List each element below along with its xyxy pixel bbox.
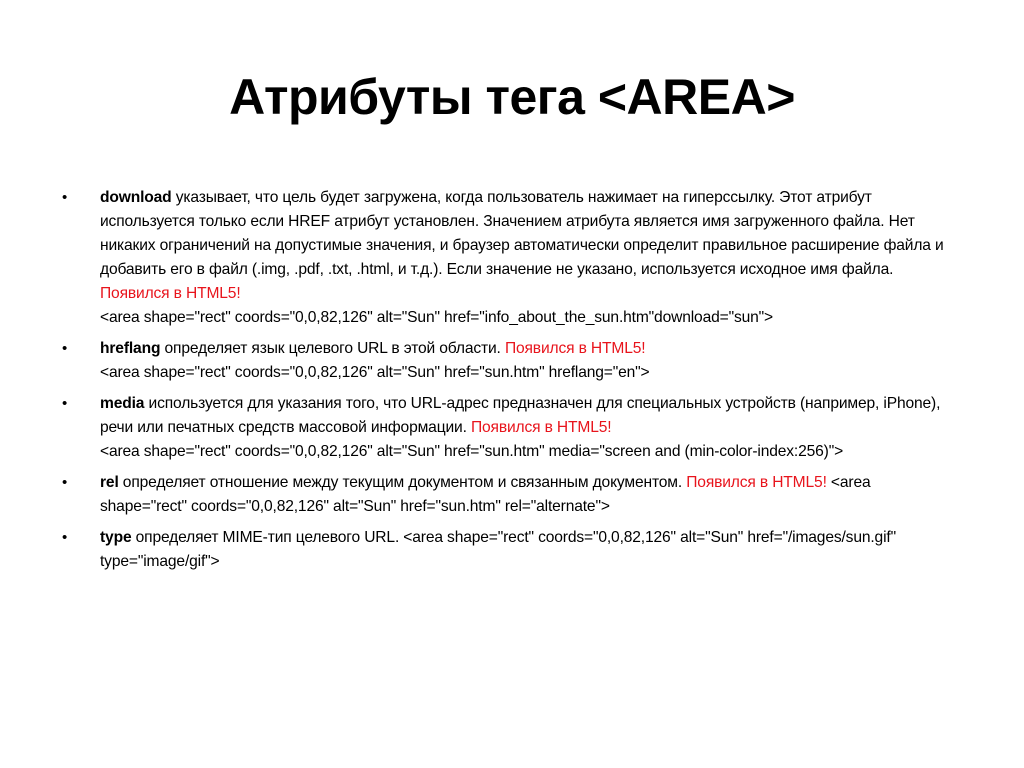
list-item-type [62, 526, 952, 574]
html5-note: Появился в HTML5! [686, 474, 827, 491]
attribute-term: type [100, 529, 132, 546]
list-item-rel [62, 471, 952, 519]
html5-note: Появился в HTML5! [100, 285, 241, 302]
slide-title: Атрибуты тега <AREA> [229, 69, 795, 125]
bullet-icon: • [62, 395, 68, 412]
code-example: <area shape="rect" coords="0,0,82,126" alt="Sun" href="sun.htm" hreflang="en"> [100, 364, 650, 381]
attribute-description: определяет отношение между текущим документом и связанным документом. [118, 474, 687, 491]
attribute-term: media [100, 395, 145, 412]
attribute-list [62, 186, 952, 581]
list-item-media [62, 392, 952, 464]
attribute-term: rel [100, 474, 119, 491]
code-example: <area shape="rect" coords="0,0,82,126" alt="Sun" href="sun.htm" rel="alternate"> [100, 474, 871, 515]
list-item-hreflang [62, 337, 952, 385]
attribute-description: используется для указания того, что URL-адрес предназначен для специальных устройств (например, iPhone), речи или печатных средств массовой информации. [100, 395, 941, 436]
code-example: <area shape="rect" coords="0,0,82,126" alt="Sun" href="info_about_the_sun.htm"download="sun"> [100, 309, 773, 326]
html5-note: Появился в HTML5! [504, 340, 646, 357]
attribute-term: hreflang [100, 340, 161, 357]
bullet-icon: • [62, 529, 68, 546]
attribute-description: определяет MIME-тип целевого URL. <area shape="rect" coords="0,0,82,126" alt="Sun" href="/images/sun.gif" type="image/gif"> [100, 529, 896, 570]
bullet-icon: • [62, 189, 68, 206]
attribute-description: указывает, что цель будет загружена, когда пользователь нажимает на гиперссылку. Этот атрибут используется только если HREF атрибут установлен. Значением атрибута является имя загруженного файла. Нет никаких ограничений на допустимые значения, и браузер автоматически определит правильное расширение файла и добавить его в файл (.img, .pdf, .txt, .html, и т.д.). Если значение не указано, используется исходное имя файла. [100, 189, 944, 278]
code-example: <area shape="rect" coords="0,0,82,126" alt="Sun" href="sun.htm" media="screen and (min-color-index:256)"> [100, 443, 844, 460]
html5-note: Появился в HTML5! [470, 419, 612, 436]
attribute-description: определяет язык целевого URL в этой области. [160, 340, 505, 357]
bullet-icon: • [62, 474, 68, 491]
attribute-term: download [100, 189, 172, 206]
list-item-download [62, 186, 952, 330]
bullet-icon: • [62, 340, 68, 357]
